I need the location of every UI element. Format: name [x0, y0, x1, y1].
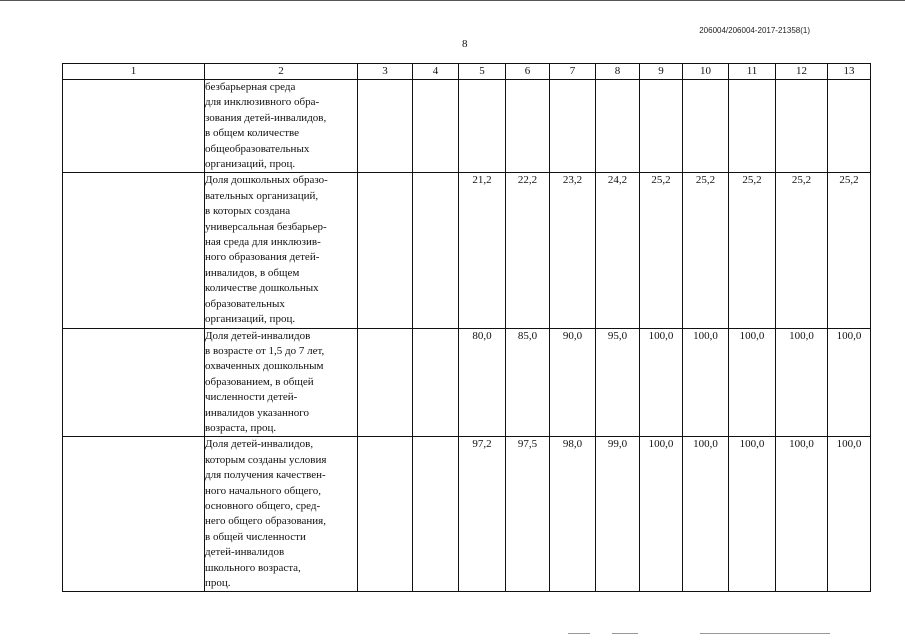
table-cell: 23,2	[550, 173, 596, 328]
column-header: 12	[776, 64, 828, 80]
table-cell: 100,0	[729, 437, 776, 592]
table-cell	[358, 173, 413, 328]
table-cell: 100,0	[683, 328, 729, 437]
scan-artifact	[700, 633, 830, 634]
column-header: 2	[205, 64, 358, 80]
table-cell	[459, 80, 506, 173]
column-header: 1	[63, 64, 205, 80]
table-row	[63, 80, 871, 173]
table-cell	[413, 437, 459, 592]
table-cell: 25,2	[640, 173, 683, 328]
column-header: 9	[640, 64, 683, 80]
column-header: 13	[828, 64, 871, 80]
table-cell: 25,2	[683, 173, 729, 328]
table-cell: 21,2	[459, 173, 506, 328]
table-cell: 22,2	[506, 173, 550, 328]
column-header: 5	[459, 64, 506, 80]
page-number: 8	[462, 38, 468, 50]
table-cell: 100,0	[729, 328, 776, 437]
table-cell	[640, 80, 683, 173]
table-row	[63, 173, 871, 328]
table-cell	[63, 437, 205, 592]
table-cell	[550, 80, 596, 173]
table-cell	[413, 173, 459, 328]
table-cell	[358, 437, 413, 592]
indicator-description: Доля детей-инвалидов, которым созданы условия для получения качествен- ного начального общего, основного общего, сред- него общего образования, в общей численности детей-инвалидов школьного возраста, проц.	[205, 437, 358, 592]
table-cell: 85,0	[506, 328, 550, 437]
table-cell	[506, 80, 550, 173]
table-cell: 80,0	[459, 328, 506, 437]
table-cell: 24,2	[596, 173, 640, 328]
table-cell	[63, 80, 205, 173]
table-cell	[413, 328, 459, 437]
table-cell: 98,0	[550, 437, 596, 592]
column-header: 10	[683, 64, 729, 80]
table-cell	[729, 80, 776, 173]
page-top-edge	[0, 0, 905, 1]
indicators-table	[62, 63, 871, 592]
table-row	[63, 437, 871, 592]
table-cell	[358, 80, 413, 173]
table-cell	[683, 80, 729, 173]
table-cell: 90,0	[550, 328, 596, 437]
indicator-description: Доля детей-инвалидов в возрасте от 1,5 до 7 лет, охваченных дошкольным образованием, в общей численности детей- инвалидов указанного возраста, проц.	[205, 328, 358, 437]
table-row	[63, 328, 871, 437]
table-cell	[413, 80, 459, 173]
table-cell	[596, 80, 640, 173]
table-cell: 100,0	[828, 328, 871, 437]
column-header: 6	[506, 64, 550, 80]
table-cell	[776, 80, 828, 173]
indicator-description: Доля дошкольных образо- вательных организаций, в которых создана универсальная безбарьер- ная среда для инклюзив- ного образования детей- инвалидов, в общем количестве дошкольных образовательных организаций, проц.	[205, 173, 358, 328]
table-cell: 100,0	[776, 328, 828, 437]
table-cell: 100,0	[683, 437, 729, 592]
table-cell: 100,0	[640, 328, 683, 437]
column-header: 11	[729, 64, 776, 80]
indicator-description: безбарьерная среда для инклюзивного обра- зования детей-инвалидов, в общем количестве общеобразовательных организаций, проц.	[205, 80, 358, 173]
scan-artifact	[568, 633, 590, 634]
table-cell: 25,2	[828, 173, 871, 328]
table-cell	[63, 173, 205, 328]
table-cell: 99,0	[596, 437, 640, 592]
table-cell	[828, 80, 871, 173]
table-cell: 97,5	[506, 437, 550, 592]
table-cell: 100,0	[640, 437, 683, 592]
table-cell: 25,2	[776, 173, 828, 328]
column-header: 7	[550, 64, 596, 80]
table-cell	[358, 328, 413, 437]
column-number-header	[63, 64, 871, 80]
column-header: 4	[413, 64, 459, 80]
table-cell: 100,0	[828, 437, 871, 592]
column-header: 8	[596, 64, 640, 80]
document-id: 206004/206004-2017-21358(1)	[699, 26, 810, 35]
scan-artifact	[612, 633, 638, 634]
table-cell: 95,0	[596, 328, 640, 437]
table-cell: 25,2	[729, 173, 776, 328]
table-cell: 100,0	[776, 437, 828, 592]
table-cell	[63, 328, 205, 437]
column-header: 3	[358, 64, 413, 80]
table-cell: 97,2	[459, 437, 506, 592]
